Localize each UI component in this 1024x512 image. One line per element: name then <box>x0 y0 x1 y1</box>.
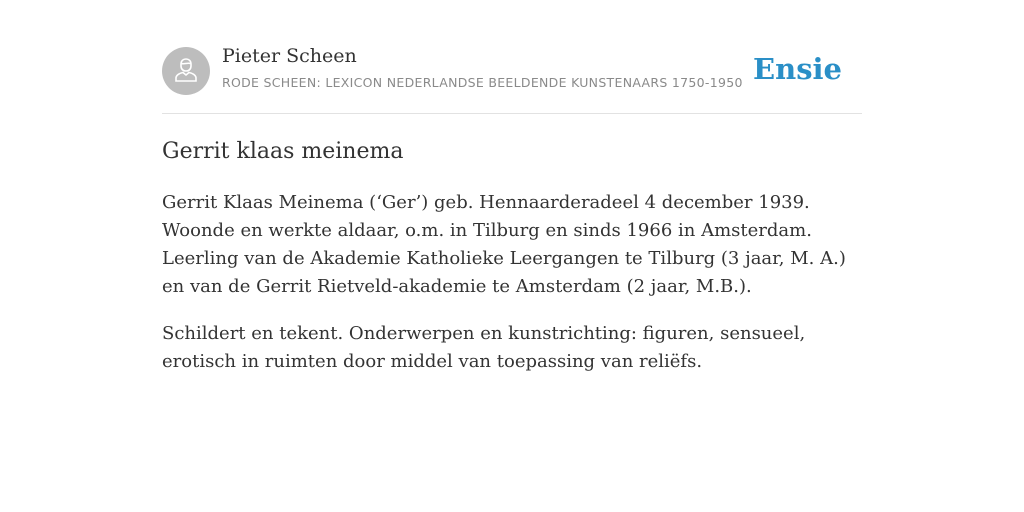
article-body <box>162 189 862 395</box>
article-title: Gerrit klaas meinema <box>162 139 404 164</box>
ensie-logo[interactable]: Ensie <box>753 52 842 86</box>
article-paragraph: Schildert en tekent. Onderwerpen en kunstrichting: figuren, sensueel, erotisch in ruimten door middel van toepassing van reliëfs. <box>162 323 806 372</box>
article-paragraph: Gerrit Klaas Meinema (‘Ger’) geb. Hennaarderadeel 4 december 1939. Woonde en werkte aldaar, o.m. in Tilburg en sinds 1966 in Amsterdam. Leerling van de Akademie Katholieke Leergangen te Tilburg (3 jaar, M. A.) en van de Gerrit Rietveld-akademie te Amsterdam (2 jaar, M.B.). <box>162 192 846 297</box>
user-icon <box>172 55 200 88</box>
article-header <box>162 0 862 114</box>
author-name[interactable]: Pieter Scheen <box>222 45 357 67</box>
author-avatar[interactable] <box>162 47 210 95</box>
source-title[interactable]: RODE SCHEEN: LEXICON NEDERLANDSE BEELDENDE KUNSTENAARS 1750-1950 <box>222 75 743 90</box>
article-card <box>162 0 862 372</box>
